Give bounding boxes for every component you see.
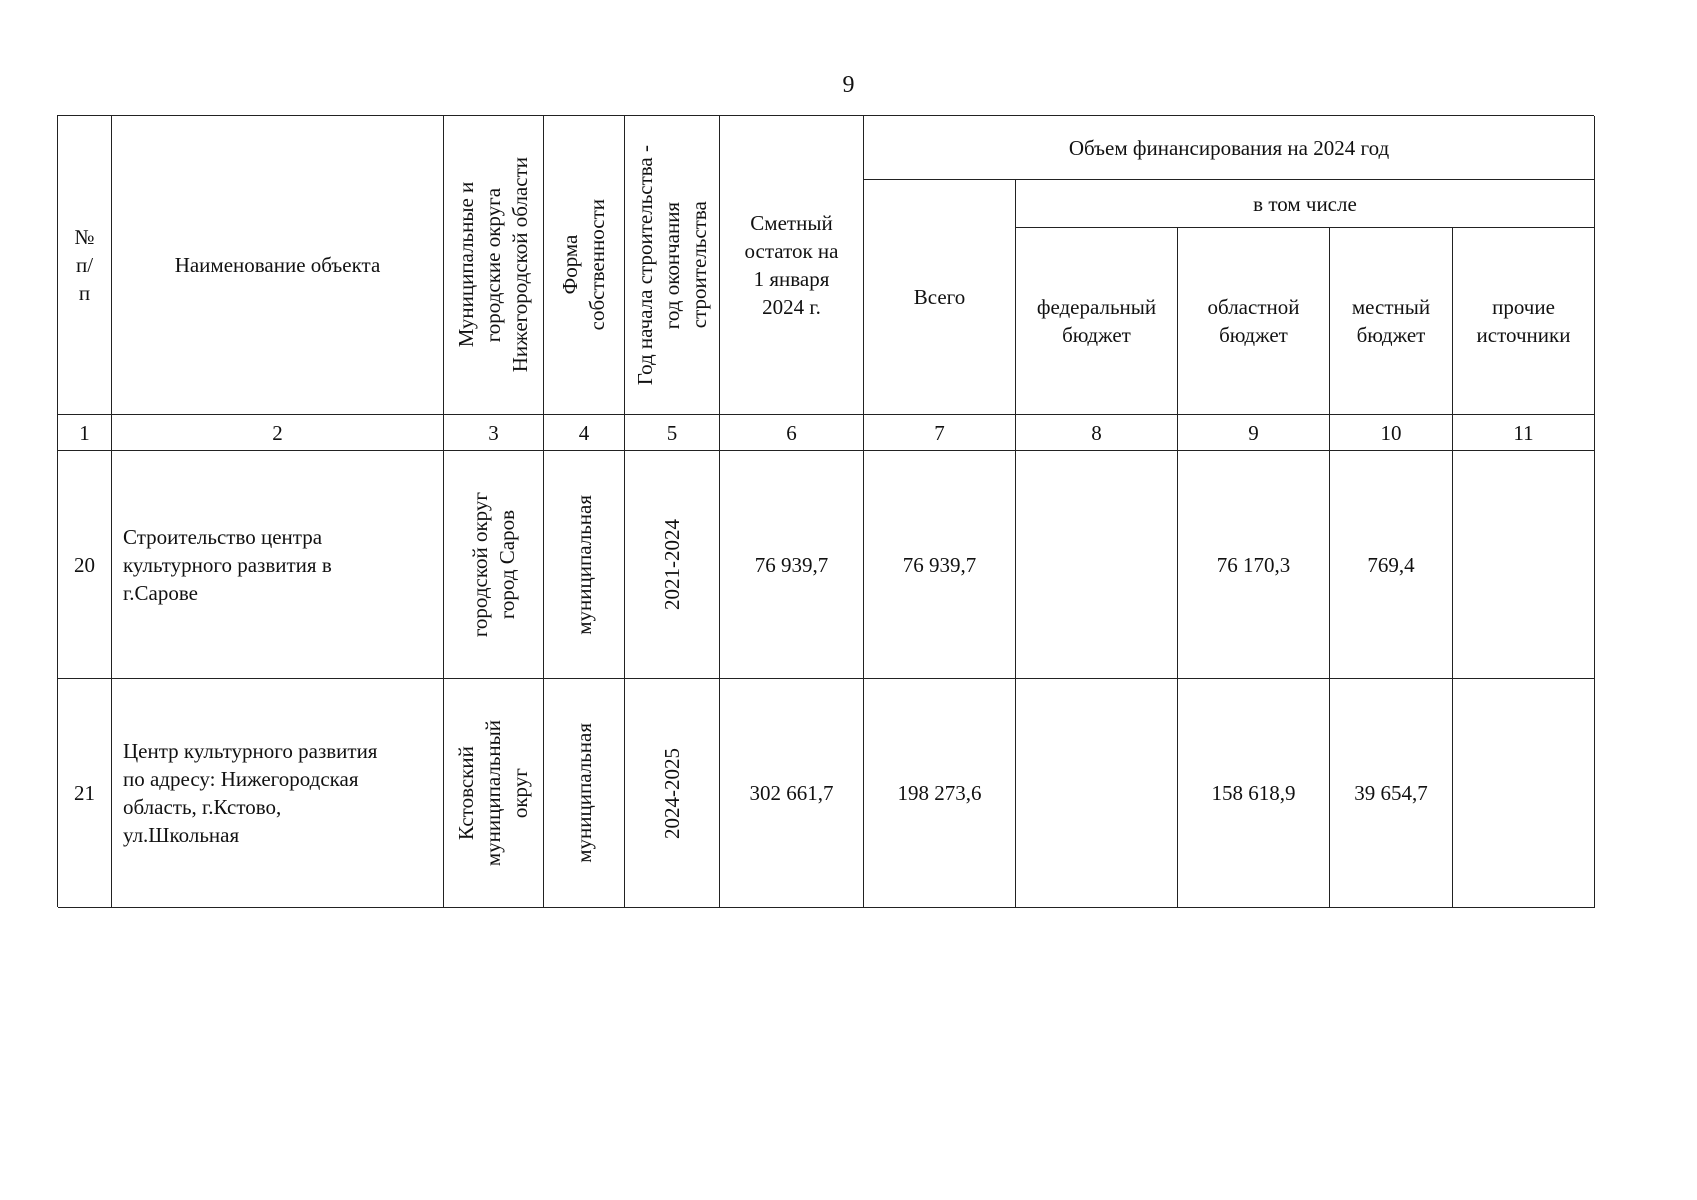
header-municipality <box>444 116 544 415</box>
header-construction-years <box>625 116 720 415</box>
column-number-2: 2 <box>112 415 444 451</box>
row-21-municipality-text: Кстовский муниципальный округ <box>454 719 532 867</box>
header-other-sources-label: прочие источники <box>1476 295 1571 347</box>
header-federal-budget <box>1016 228 1178 415</box>
column-number-1: 1 <box>58 415 112 451</box>
header-ownership <box>544 116 625 415</box>
row-20-ownership-text: муниципальная <box>571 494 596 635</box>
row-21-object-name-text: Центр культурного развития по адресу: Нижегородская область, г.Кстово, ул.Школьная <box>123 739 378 847</box>
header-including-group-label: в том числе <box>1253 191 1357 216</box>
header-local-budget <box>1330 228 1453 415</box>
row-21-local-budget: 39 654,7 <box>1330 679 1453 908</box>
column-number-3: 3 <box>444 415 544 451</box>
column-number-10: 10 <box>1330 415 1453 451</box>
column-number-5: 5 <box>625 415 720 451</box>
header-estimated-balance <box>720 116 864 415</box>
row-21-municipality <box>444 679 544 908</box>
row-20-other-sources <box>1453 451 1595 679</box>
row-21-number: 21 <box>58 679 112 908</box>
header-federal-budget-label: федеральный бюджет <box>1036 295 1157 347</box>
row-21-construction-years-text: 2024-2025 <box>659 747 684 839</box>
header-estimated-balance-label: Сметный остаток на 1 января 2024 г. <box>744 211 839 319</box>
row-20-object-name-text: Строительство центра культурного развития в г.Сарове <box>123 524 332 605</box>
row-20-construction-years-text: 2021-2024 <box>659 519 684 610</box>
header-financing-group <box>864 116 1595 180</box>
row-20-object-name <box>112 451 444 679</box>
row-20-local-budget: 769,4 <box>1330 451 1453 679</box>
column-number-7: 7 <box>864 415 1016 451</box>
row-20-number: 20 <box>58 451 112 679</box>
column-number-6: 6 <box>720 415 864 451</box>
row-20-estimated-balance: 76 939,7 <box>720 451 864 679</box>
header-construction-years-label: Год начала строительства - год окончания строительства <box>632 144 711 386</box>
row-21-total: 198 273,6 <box>864 679 1016 908</box>
page-number: 9 <box>842 72 855 98</box>
row-20-ownership <box>544 451 625 679</box>
header-total-label: Всего <box>913 285 966 309</box>
row-21-construction-years <box>625 679 720 908</box>
row-21-regional-budget: 158 618,9 <box>1178 679 1330 908</box>
header-object-name-label: Наименование объекта <box>174 253 381 277</box>
header-including-group <box>1016 180 1595 228</box>
header-municipality-label: Муниципальные и городские округа Нижегородской области <box>454 157 532 373</box>
header-regional-budget-label: областной бюджет <box>1207 295 1300 347</box>
row-20-municipality <box>444 451 544 679</box>
row-20-federal-budget <box>1016 451 1178 679</box>
header-total <box>864 180 1016 415</box>
header-ownership-label: Форма собственности <box>558 199 609 331</box>
financing-table <box>57 115 1594 907</box>
header-object-name <box>112 116 444 415</box>
header-local-budget-label: местный бюджет <box>1351 295 1431 347</box>
row-20-regional-budget: 76 170,3 <box>1178 451 1330 679</box>
row-20-total: 76 939,7 <box>864 451 1016 679</box>
row-21-ownership-text: муниципальная <box>571 723 596 863</box>
row-21-other-sources <box>1453 679 1595 908</box>
row-21-object-name <box>112 679 444 908</box>
row-20-municipality-text: городской округ город Саров <box>467 491 519 638</box>
row-20-construction-years <box>625 451 720 679</box>
column-number-9: 9 <box>1178 415 1330 451</box>
column-number-11: 11 <box>1453 415 1595 451</box>
column-number-4: 4 <box>544 415 625 451</box>
header-other-sources <box>1453 228 1595 415</box>
header-number-label: № п/ п <box>74 225 95 305</box>
header-financing-group-label: Объем финансирования на 2024 год <box>1068 135 1390 160</box>
row-21-ownership <box>544 679 625 908</box>
row-21-estimated-balance: 302 661,7 <box>720 679 864 908</box>
row-21-federal-budget <box>1016 679 1178 908</box>
column-number-8: 8 <box>1016 415 1178 451</box>
header-regional-budget <box>1178 228 1330 415</box>
header-number <box>58 116 112 415</box>
